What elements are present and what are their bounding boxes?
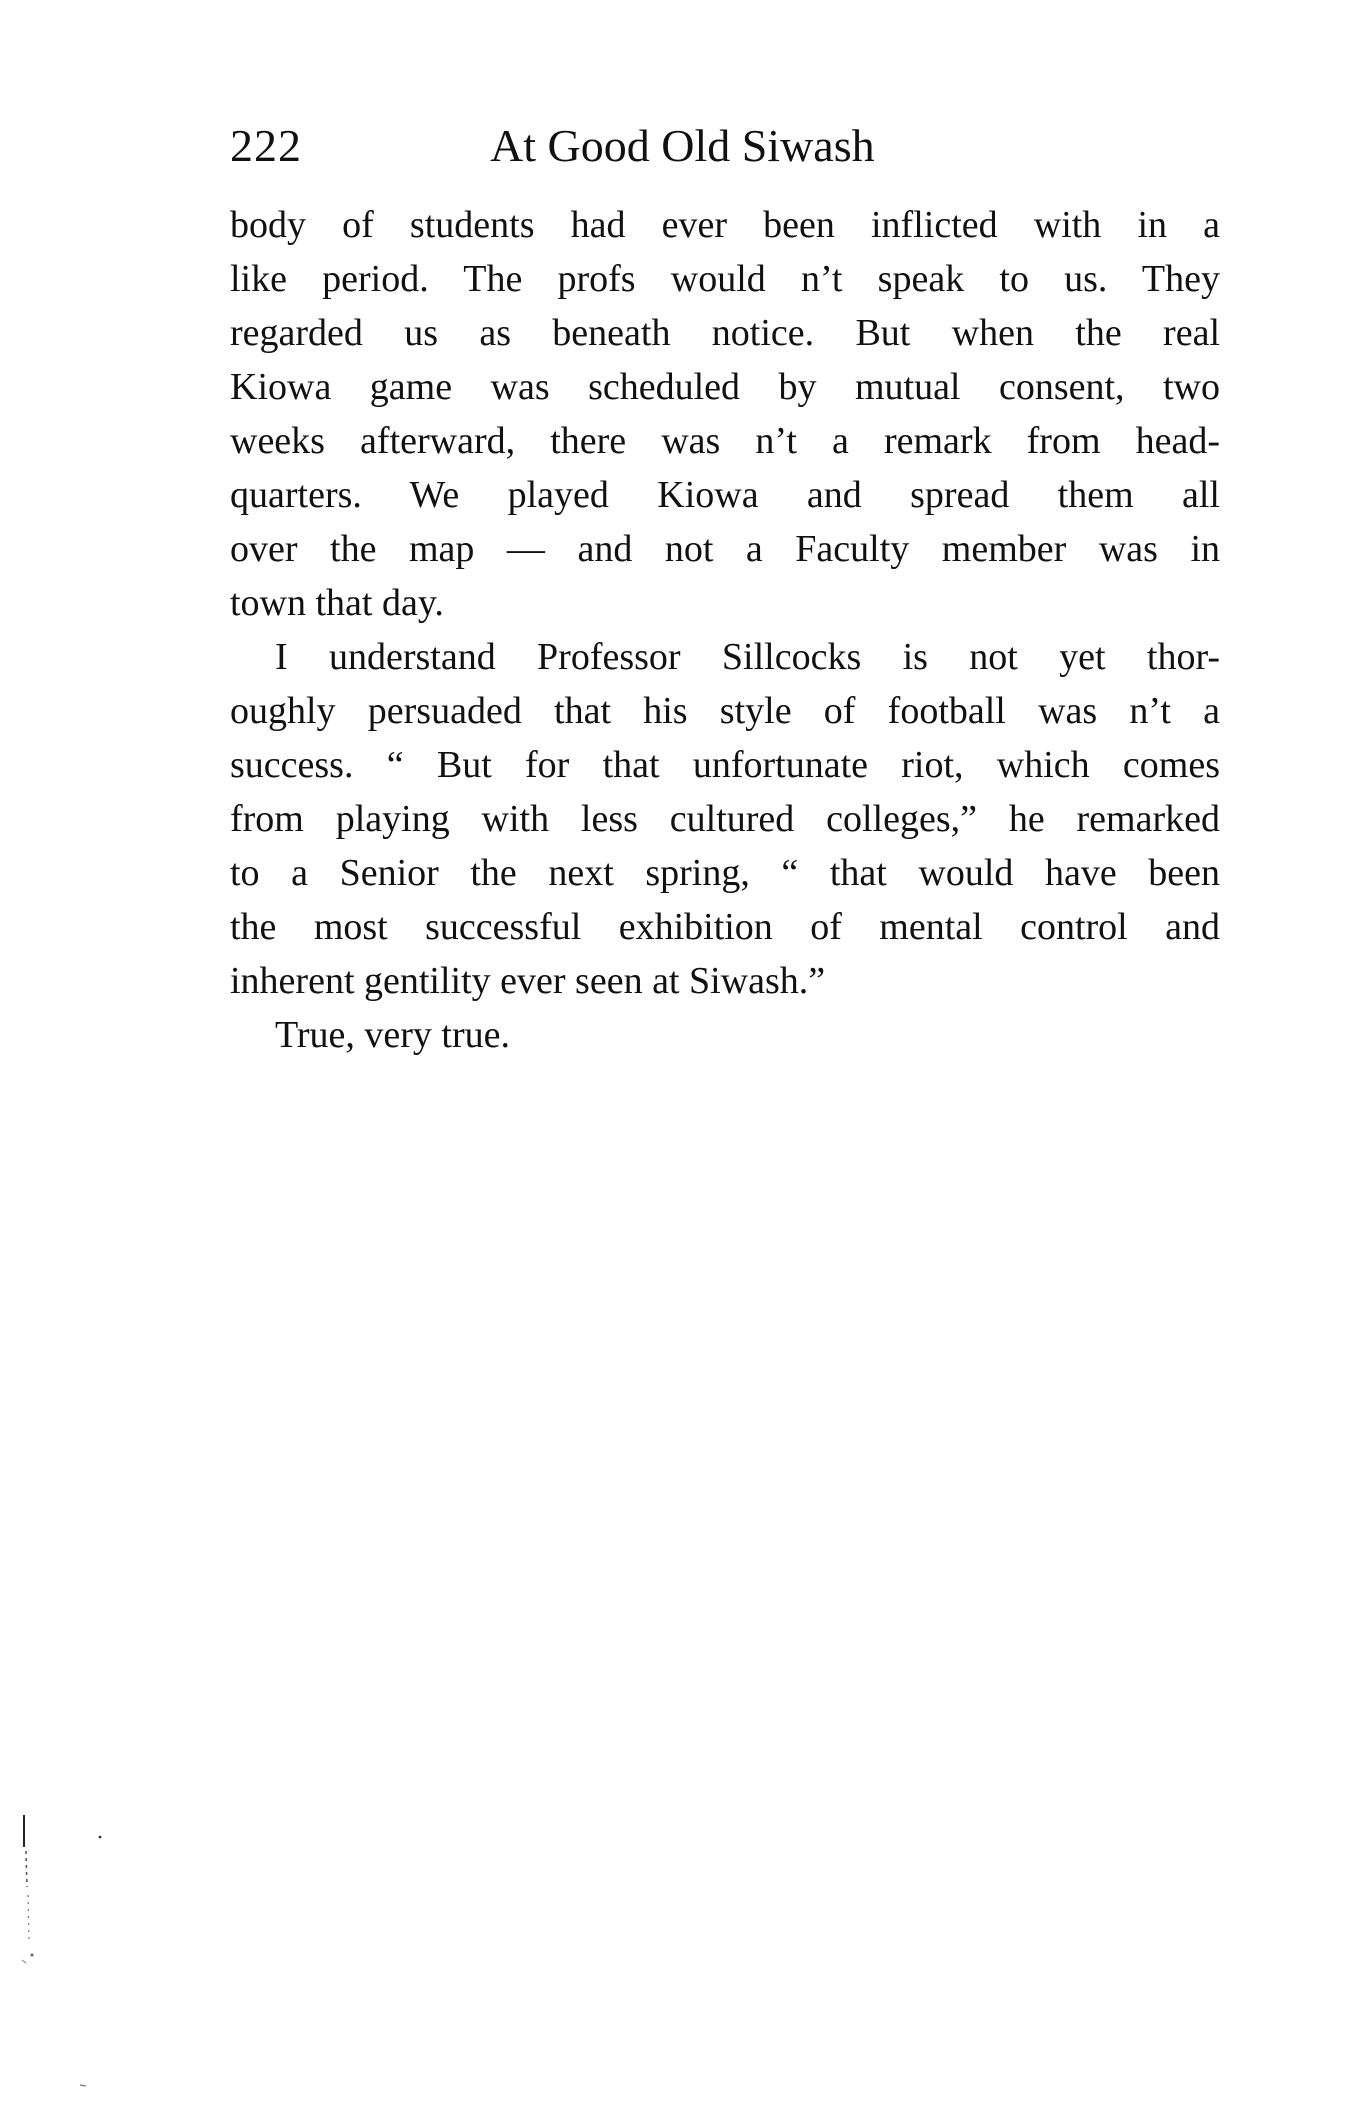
paragraph-1 xyxy=(230,198,1220,630)
text-line: over the map — and not a Faculty member was in xyxy=(230,528,1220,570)
text-line: regarded us as beneath notice. But when the real xyxy=(230,312,1220,354)
text-line: Kiowa game was scheduled by mutual consent, two xyxy=(230,366,1220,408)
text-line: the most successful exhibition of mental control and xyxy=(230,906,1220,948)
text-line: True, very true. xyxy=(275,1014,510,1056)
text-line: success. “ But for that unfortunate riot, which comes xyxy=(230,744,1220,786)
text-line: from playing with less cultured colleges,” he remarked xyxy=(230,798,1220,840)
text-line: oughly persuaded that his style of football was n’t a xyxy=(230,690,1220,732)
body-text xyxy=(230,198,1220,1062)
text-line: weeks afterward, there was n’t a remark from head- xyxy=(230,420,1220,462)
book-title-header: At Good Old Siwash xyxy=(490,120,875,171)
text-line: like period. The profs would n’t speak to us. They xyxy=(230,258,1220,300)
paragraph-3 xyxy=(230,1008,1220,1062)
running-head xyxy=(230,116,1220,176)
text-line: to a Senior the next spring, “ that would have been xyxy=(230,852,1220,894)
page-number: 222 xyxy=(230,120,302,171)
scan-artifact-marks xyxy=(20,1815,130,2095)
text-line: inherent gentility ever seen at Siwash.” xyxy=(230,960,826,1002)
text-line: town that day. xyxy=(230,582,444,624)
text-line: quarters. We played Kiowa and spread them all xyxy=(230,474,1220,516)
text-line: I understand Professor Sillcocks is not yet thor- xyxy=(275,636,1220,678)
text-line: body of students had ever been inflicted with in a xyxy=(230,204,1220,246)
paragraph-2 xyxy=(230,630,1220,1008)
